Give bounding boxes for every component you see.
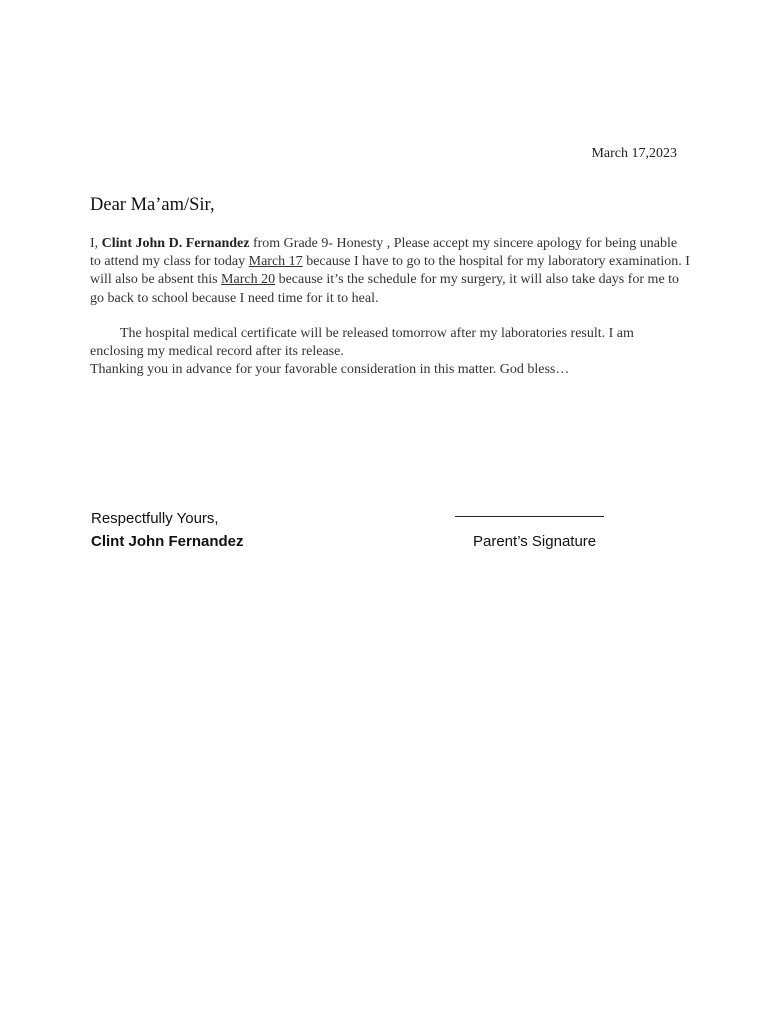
signer-name: Clint John Fernandez [91, 533, 244, 550]
paragraph-text-b: because I have to go to the hospital for my laboratory examination. I will also be absent this [90, 254, 690, 288]
paragraph-thanks: Thanking you in advance for your favorable consideration in this matter. God bless… [90, 362, 570, 377]
salutation: Dear Ma’am/Sir, [90, 195, 215, 215]
absence-date-1: March 17 [248, 254, 303, 270]
closing-phrase: Respectfully Yours, [91, 510, 219, 527]
student-name: Clint John D. Fernandez [101, 236, 250, 251]
letter-date: March 17,2023 [591, 146, 677, 161]
absence-date-2: March 20 [221, 272, 276, 288]
signature-line [455, 516, 604, 517]
paragraph-medical-certificate: The hospital medical certificate will be released tomorrow after my laboratories result. I am enclosing my medical record after its release. [90, 326, 634, 360]
paragraph-prefix: I, [90, 236, 102, 251]
parent-signature-label: Parent’s Signature [473, 533, 597, 550]
paragraph-text-c: because it’s the schedule for my surgery, it will also take days for me to go back to school because I need time for it to heal. [90, 272, 680, 306]
paragraph-apology [90, 235, 690, 308]
paragraph-text-a: from Grade 9- Honesty , Please accept my sincere apology for being unable to attend my class for today [90, 236, 678, 270]
